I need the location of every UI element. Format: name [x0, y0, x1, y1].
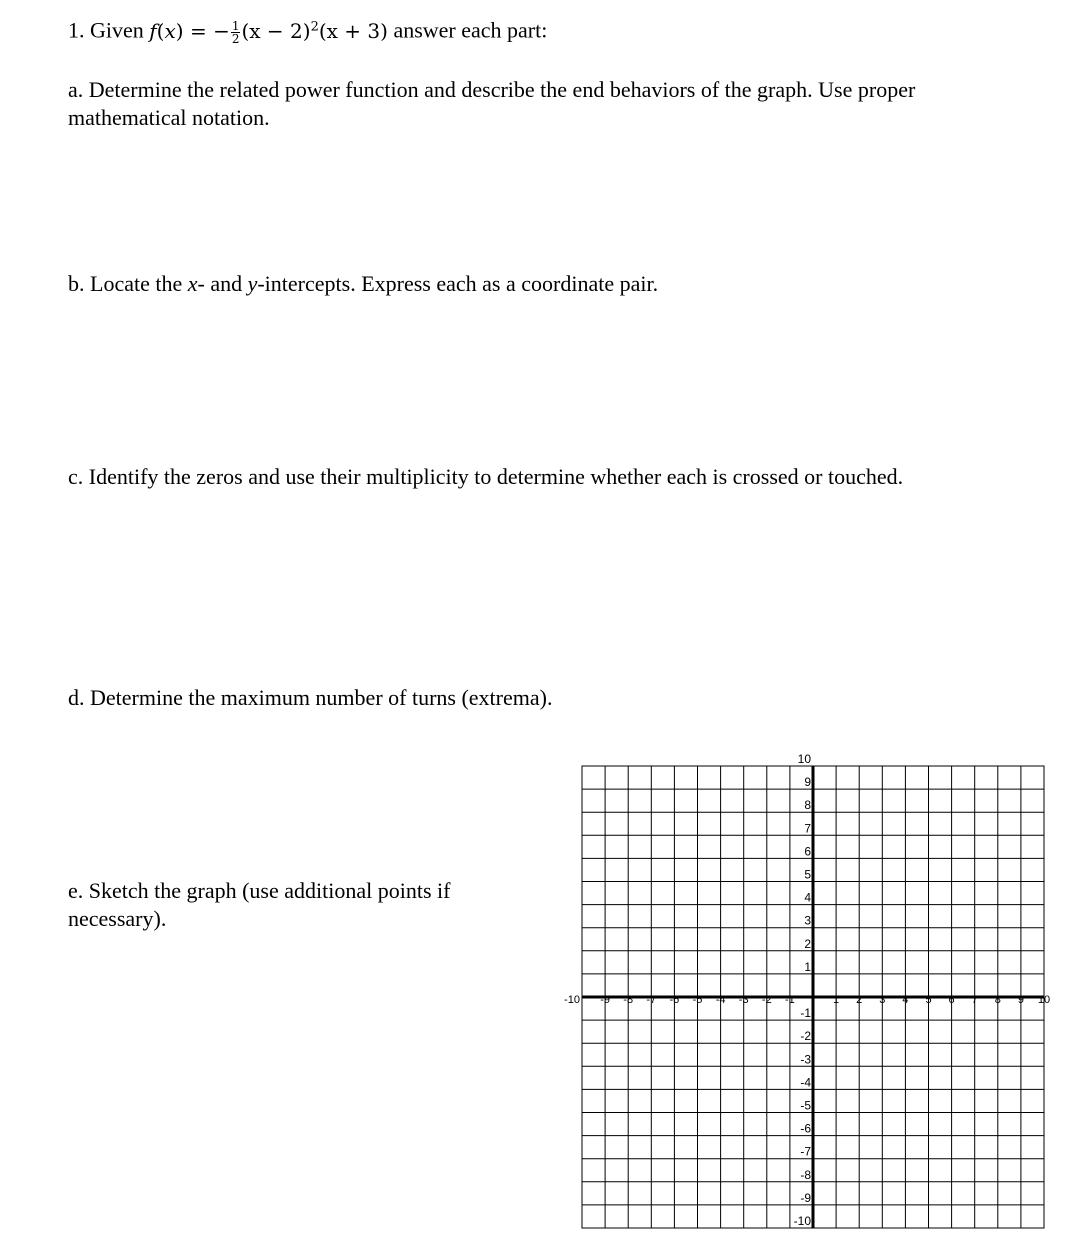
y-tick-label: -6 — [800, 1121, 811, 1136]
part-e: e. Sketch the graph (use additional points if necessary). — [68, 878, 451, 931]
y-tick-label: -7 — [800, 1144, 811, 1159]
y-tick-label: -2 — [800, 1029, 811, 1044]
question-prompt — [68, 13, 547, 45]
part-b: b. Locate the x- and y-intercepts. Express each as a coordinate pair. — [68, 271, 659, 296]
y-tick-label: 8 — [804, 798, 811, 813]
part-a-line1: a. Determine the related power function and describe the end behaviors of the graph. Use proper — [68, 77, 916, 102]
x-tick-label: 8 — [994, 994, 1001, 1006]
y-tick-label: 1 — [804, 959, 811, 974]
x-tick-label: 3 — [879, 994, 886, 1006]
y-tick-label: -8 — [800, 1167, 811, 1182]
part-c: c. Identify the zeros and use their multiplicity to determine whether each is crossed or touched. — [68, 464, 904, 489]
x-tick-label: -4 — [715, 994, 726, 1006]
question-number: 1. — [68, 17, 85, 43]
x-tick-label: -2 — [761, 994, 772, 1006]
x-tick-label: -3 — [738, 994, 749, 1006]
question-suffix: answer each part: — [393, 17, 548, 43]
y-tick-label: -3 — [800, 1052, 811, 1067]
x-tick-label: 10 — [1037, 994, 1051, 1006]
y-tick-label: -1 — [800, 1006, 811, 1021]
y-tick-label: 2 — [804, 936, 811, 951]
x-tick-label: -8 — [623, 994, 634, 1006]
x-tick-label: -5 — [692, 994, 703, 1006]
x-tick-label: -7 — [646, 994, 657, 1006]
y-tick-label: -5 — [800, 1098, 811, 1113]
x-tick-label: -6 — [669, 994, 680, 1006]
y-tick-label: 9 — [804, 775, 811, 790]
part-a-line2: mathematical notation. — [68, 105, 270, 130]
x-tick-label: 6 — [948, 994, 955, 1006]
y-tick-label: 4 — [804, 890, 811, 905]
x-tick-label: 7 — [971, 994, 978, 1006]
y-tick-label: 10 — [797, 752, 811, 766]
function-expression: f(x) = − $\frac{1}{2}$ $(x - 2)^2(x + 3)$ — [149, 18, 388, 46]
part-a — [68, 76, 915, 132]
y-tick-label: -10 — [793, 1214, 811, 1228]
part-d: d. Determine the maximum number of turns (extrema). — [68, 685, 553, 710]
y-tick-label: -4 — [800, 1075, 811, 1090]
x-tick-label: 1 — [833, 994, 840, 1006]
y-tick-label: 6 — [804, 844, 811, 859]
y-tick-label: 3 — [804, 913, 811, 928]
x-tick-label: -1 — [785, 994, 795, 1006]
x-tick-label: -9 — [600, 994, 610, 1006]
x-tick-label: 5 — [925, 994, 932, 1006]
x-tick-label: 9 — [1017, 994, 1024, 1006]
given-label: Given — [90, 17, 144, 43]
fraction-one-half: $\frac{1}{2}$ — [231, 18, 240, 46]
x-tick-label: 4 — [902, 994, 909, 1006]
y-tick-label: -9 — [800, 1190, 811, 1205]
x-tick-label: 2 — [856, 994, 863, 1006]
x-tick-label: -10 — [564, 994, 580, 1006]
coordinate-grid[interactable] — [553, 752, 1058, 1237]
y-tick-label: 7 — [804, 821, 811, 836]
y-tick-label: 5 — [804, 867, 811, 882]
